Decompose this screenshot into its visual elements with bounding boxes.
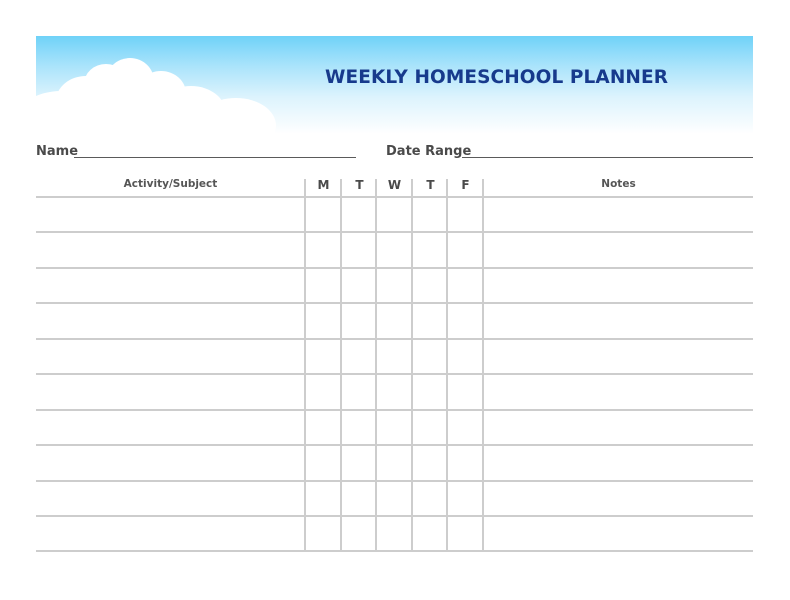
activity-cell-row-6[interactable] — [36, 375, 304, 409]
notes-cell-row-5[interactable] — [484, 340, 753, 373]
activity-cell-row-1[interactable] — [36, 198, 304, 231]
notes-cell-row-2[interactable] — [484, 233, 753, 267]
column-divider — [411, 179, 413, 552]
column-header-monday: M — [317, 178, 330, 192]
activity-cell-row-10[interactable] — [36, 517, 304, 550]
date-range-label: Date Range — [386, 144, 472, 159]
column-divider — [446, 179, 448, 552]
column-divider — [340, 179, 342, 552]
column-header-wednesday: W — [387, 178, 402, 192]
column-header-thursday: T — [426, 178, 435, 192]
column-header-friday: F — [461, 178, 470, 192]
notes-cell-row-4[interactable] — [484, 304, 753, 338]
table-bottom-border — [36, 550, 753, 552]
column-header-tuesday: T — [355, 178, 364, 192]
notes-cell-row-6[interactable] — [484, 375, 753, 409]
activity-cell-row-3[interactable] — [36, 269, 304, 302]
column-header-notes: Notes — [601, 178, 636, 190]
notes-cell-row-1[interactable] — [484, 198, 753, 231]
notes-cell-row-7[interactable] — [484, 411, 753, 444]
notes-cell-row-3[interactable] — [484, 269, 753, 302]
column-divider — [375, 179, 377, 552]
name-label: Name — [36, 144, 79, 159]
activity-cell-row-7[interactable] — [36, 411, 304, 444]
date-range-field[interactable] — [462, 157, 753, 158]
activity-cell-row-9[interactable] — [36, 482, 304, 515]
activity-cell-row-8[interactable] — [36, 446, 304, 480]
header-banner — [36, 36, 753, 134]
column-header-activity: Activity/Subject — [123, 178, 218, 190]
notes-cell-row-9[interactable] — [484, 482, 753, 515]
activity-cell-row-5[interactable] — [36, 340, 304, 373]
activity-cell-row-4[interactable] — [36, 304, 304, 338]
name-field[interactable] — [74, 157, 356, 158]
notes-cell-row-8[interactable] — [484, 446, 753, 480]
activity-cell-row-2[interactable] — [36, 233, 304, 267]
page-title: WEEKLY HOMESCHOOL PLANNER — [325, 67, 669, 88]
column-divider — [304, 179, 306, 552]
notes-cell-row-10[interactable] — [484, 517, 753, 550]
